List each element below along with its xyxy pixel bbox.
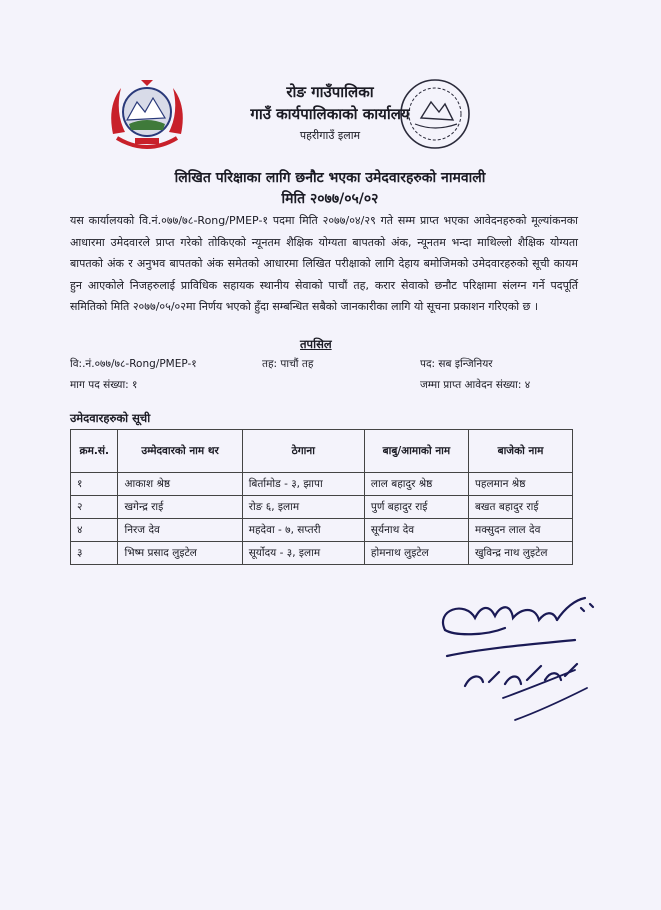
col-grandfather-name: बाजेको नाम [468, 430, 572, 473]
col-candidate-name: उम्मेदवारको नाम थर [118, 430, 242, 473]
advertisement-number: वि:.नं.०७७/७८-Rong/PMEP-१ [70, 358, 197, 370]
cell-address: रोङ ६, इलाम [242, 496, 364, 519]
cell-serial: १ [71, 473, 118, 496]
table-row [71, 473, 573, 496]
notice-body: यस कार्यालयको वि.नं.०७७/७८-Rong/PMEP-१ पदमा मिति २०७७/०४/२९ गते सम्म प्राप्त भएका आवेदनहरुको मूल्यांकनका आधारमा उमेदवारले प्राप्त गरेको तोकिएको न्यूनतम शैक्षिक योग्यता बापतको अंक, न्यूनतम भन्दा माथिल्लो शैक्षिक योग्यता बापतको अंक र अनुभव बापतको अंक समेतको आधारमा लिखित परीक्षाको लागि देहाय बमोजिमको उमेदवारहरुको सूची कायम हुन आएकोले निजहरुलाई प्राविधिक सहायक स्थानीय सेवाको पाचौं तह, करार सेवाको छनौट परिक्षामा संलग्न गर्ने पदपूर्ति समितिको मिति २०७७/०५/०२मा निर्णय भएको हुँदा सम्बन्धित सबैको जानकारीका लागि यो सूचना प्रकाशन गरिएको छ । [70, 214, 578, 314]
cell-serial: ४ [71, 519, 118, 542]
cell-address: सूर्योदय - ३, इलाम [242, 542, 364, 565]
col-parent-name: बाबु/आमाको नाम [364, 430, 468, 473]
demand-count: माग पद संख्या: १ [70, 379, 138, 391]
cell-candidate-name: आकाश श्रेष्ठ [118, 473, 242, 496]
table-row [71, 542, 573, 565]
cell-candidate-name: खगेन्द्र राई [118, 496, 242, 519]
cell-serial: २ [71, 496, 118, 519]
notice-date: मिति २०७७/०५/०२ [281, 191, 379, 207]
cell-candidate-name: निरज देव [118, 519, 242, 542]
col-address: ठेगाना [242, 430, 364, 473]
post: पद: सब इन्जिनियर [420, 358, 493, 370]
table-row [71, 496, 573, 519]
cell-parent-name: होमनाथ लुइटेल [364, 542, 468, 565]
cell-parent-name: पुर्ण बहादुर राई [364, 496, 468, 519]
total-applications: जम्मा प्राप्त आवेदन संख्या: ४ [420, 379, 531, 391]
candidate-list-heading: उमेदवारहरुको सूची [70, 411, 151, 425]
cell-grandfather-name: खुविन्द्र नाथ लुइटेल [468, 542, 572, 565]
cell-grandfather-name: पहलमान श्रेष्ठ [468, 473, 572, 496]
cell-address: महदेवा - ७, सप्तरी [242, 519, 364, 542]
notice-title: लिखित परिक्षाका लागि छनौट भएका उमेदवारहरुको नामवाली [174, 170, 486, 186]
municipality-name: रोङ गाउँपालिका [286, 83, 374, 101]
cell-parent-name: सूर्यनाथ देव [364, 519, 468, 542]
col-serial: क्रम.सं. [71, 430, 118, 473]
cell-parent-name: लाल बहादुर श्रेष्ठ [364, 473, 468, 496]
details-heading: तपसिल [300, 337, 332, 351]
candidate-table [70, 429, 573, 565]
office-name: गाउँ कार्यपालिकाको कार्यालय [250, 105, 410, 123]
level: तह: पाचौं तह [262, 358, 314, 370]
table-row [71, 519, 573, 542]
cell-grandfather-name: बखत बहादुर राई [468, 496, 572, 519]
office-address: पहरीगाउँ इलाम [299, 129, 361, 142]
cell-grandfather-name: मक्सुदन लाल देव [468, 519, 572, 542]
cell-address: बिर्तामोड - ३, झापा [242, 473, 364, 496]
cell-serial: ३ [71, 542, 118, 565]
cell-candidate-name: भिष्म प्रसाद लुइटेल [118, 542, 242, 565]
signature-icon [425, 590, 605, 730]
table-header-row [71, 430, 573, 473]
nepal-emblem-icon [103, 76, 191, 156]
